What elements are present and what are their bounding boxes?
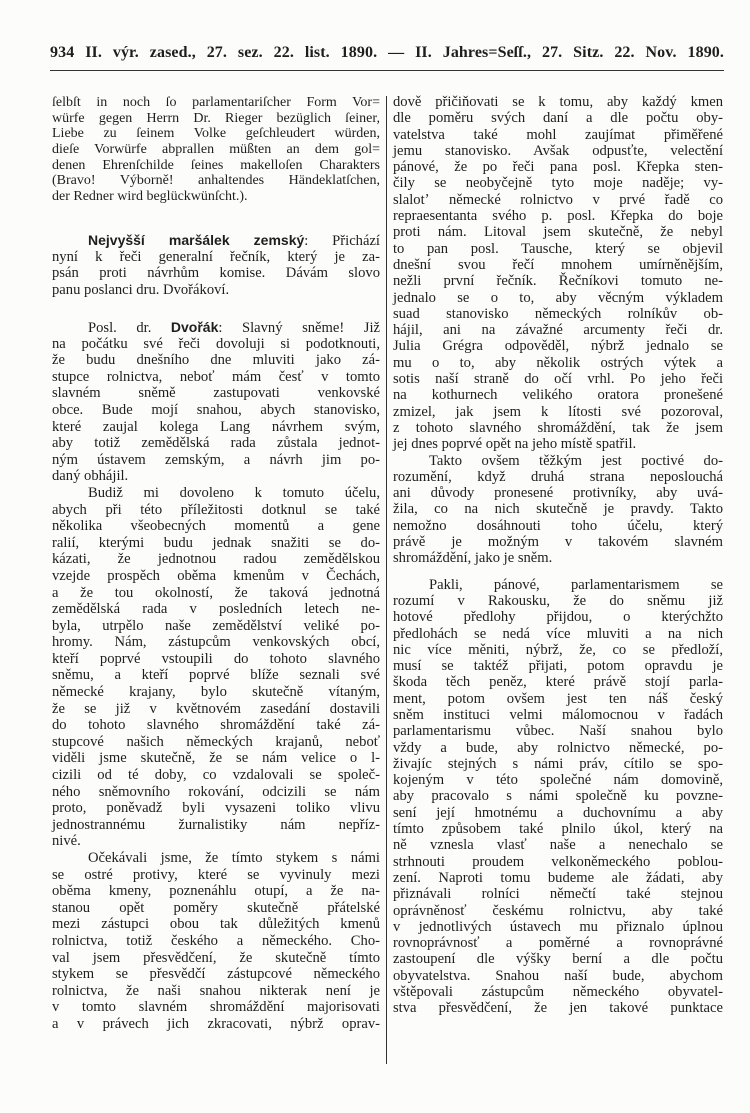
text-line: zení. Naproti tomu budeme ale žádati, aby <box>393 869 723 886</box>
text-line: ſelbſt in noch ſo parlamentariſcher Form Vor= <box>52 95 380 110</box>
text-line: ment, potom ovšem jest ten náš český <box>393 690 723 707</box>
page-running-header: 934 II. výr. zased., 27. sez. 22. list. 1890. — II. Jahres=Seſſ., 27. Sitz. 22. Nov. 1890. <box>50 44 724 61</box>
left-main-flow <box>52 319 380 1033</box>
text-line: vzejde prospěch oběma kmenům v Čechách, <box>52 567 380 584</box>
text-line: suad stanovisko německých rolníkův ob- <box>393 305 723 322</box>
speaker-line-text: : Slavný sněme! Již <box>218 320 380 336</box>
text-line: rozumění, když druhá strana neposlouchá <box>393 468 723 485</box>
text-line: Pakli, pánové, parlamentarismem se <box>429 576 723 593</box>
text-line: kojeným v této společné nám domovině, <box>393 772 723 789</box>
text-line: shromáždění, jako je sněm. <box>393 550 553 567</box>
text-line: abych při této příležitosti dotknul se také <box>52 501 380 518</box>
text-line: nyní k řeči generalní řečník, který je za- <box>52 248 380 265</box>
text-line: z tohoto slavného shromáždění, tak že jsem <box>393 419 723 436</box>
text-line: dnešní svou řečí mnohem umírněnějším, <box>393 256 723 273</box>
text-line: sněm instituci velmi málomocnou v řadách <box>393 706 723 723</box>
text-line: cizili od té doby, co vzdalovali se společ- <box>52 767 380 784</box>
column-divider <box>386 96 387 1064</box>
text-line: na počátku své řeči dovoluji si podotknouti, <box>52 335 380 352</box>
header-rule <box>50 70 724 71</box>
text-line: aby totiž zemědělská rada zůstala jednot- <box>52 435 380 452</box>
text-line: předlohách se nedá více mluviti a na nich <box>393 625 723 642</box>
text-line: Budiž mi dovoleno k tomuto účelu, <box>88 484 380 501</box>
text-line: v jednotlivých ústavech mu přiznalo úplnou <box>393 918 723 935</box>
paragraph <box>393 577 723 1017</box>
text-line: nežli první řečník. Řečníkovi tomuto ne- <box>393 273 723 290</box>
text-line: že se již v květnovém zasedání dostavili <box>52 700 380 717</box>
text-line: byla, utrpělo naše zemědělství veliké po- <box>52 617 380 634</box>
text-line: že budu dnešního dne mluviti jako zá- <box>52 352 380 369</box>
text-line: jej dnes poprvé opět na jeho místě spatřil. <box>393 436 637 453</box>
text-line: hotové předlohy přijdou, o kterýchžto <box>393 609 723 626</box>
text-line: tímto způsobem také plnilo úkol, který na <box>393 821 723 838</box>
text-line: škoda těch peněz, které právě stojí parla- <box>393 674 723 691</box>
text-line: stykem se přesvědčí zástupcové německého <box>52 966 380 983</box>
text-line: psán proti návrhům komise. Dávám slovo <box>52 265 380 282</box>
speaker-line-text: : Přichází <box>304 233 380 249</box>
text-line: ralií, kterými budu jednak snažiti se do- <box>52 534 380 551</box>
text-line: dově přičiňovati se k tomu, aby každý kmen <box>393 94 723 110</box>
text-line: slavném sněmě zastupovati venkovské <box>52 385 380 402</box>
text-line: Liebe zu ſeinem Volke geſchleudert würden, <box>52 126 380 142</box>
text-line: vštěpovali zástupcům německého obyvatel- <box>393 984 723 1001</box>
right-column <box>393 94 723 1017</box>
text-line: strhnouti proudem velkoněmeckého poblou- <box>393 853 723 870</box>
text-line: sotis naší straně do očí vrhl. Po jeho řeči <box>393 371 723 388</box>
text-line: Takto ovšem těžkým jest poctivé do- <box>429 452 723 469</box>
text-line: na kothurnech velikého oratora pronešené <box>393 387 723 404</box>
text-line: der Redner wird beglückwünſcht.). <box>52 189 248 205</box>
paragraph <box>52 95 380 205</box>
text-line: kteří poprvé vstoupili do tohoto slavného <box>52 650 380 667</box>
text-line: ného sněmovního rokování, odcizili se nám <box>52 783 380 800</box>
text-line: zastoupení dle výšky berní a dle počtu <box>393 951 723 968</box>
text-line: do tohoto slavného shromáždění také zá- <box>52 717 380 734</box>
text-line: žila, co na nich skutečně je pravdy. Takto <box>393 501 723 518</box>
text-line: oběma kmeny, poznenáhlu otupí, a že na- <box>52 883 380 900</box>
paragraph <box>52 232 380 298</box>
text-line: právě je možným v takovém slavném <box>393 534 723 551</box>
text-line: rozumí v Rakousku, že do sněmu již <box>393 592 723 609</box>
text-line: slalotʼ německé rolnictvo v prvé řadě co <box>393 191 723 208</box>
speaker-line <box>52 232 380 249</box>
paragraph <box>52 319 380 485</box>
text-line: hájil, ani na závažné arcumenty řeči dr. <box>393 322 723 339</box>
text-line: jednalo se o to, aby věcným výkladem <box>393 289 723 306</box>
speaker-line <box>52 319 380 336</box>
text-line: ně vznesla vlasť naše a nenechalo se <box>393 837 723 854</box>
text-line: rolnictva, že naši snahou nikterak není je <box>52 982 380 999</box>
text-line: würfe gegen Herrn Dr. Rieger bezüglich ſeiner, <box>52 110 380 126</box>
text-line: panu poslanci dru. Dvořákoví. <box>52 281 230 298</box>
text-line: nemožno dosáhnouti toho účelu, který <box>393 517 723 534</box>
text-line: daný obhájil. <box>52 468 129 485</box>
text-line: nic více měniti, nýbrž, že, co se předloží, <box>393 641 723 658</box>
text-line: mu o to, aby několik ostrých výtek a <box>393 354 723 371</box>
text-line: zemědělská rada v posledních letech ne- <box>52 601 380 618</box>
text-line: denen Ehrenſchilde ſeines makelloſen Charakters <box>52 157 380 173</box>
text-line: které zaujal kolega Lang návrhem svým, <box>52 418 380 435</box>
text-line: hromy. Nám, zástupcům venkovských obcí, <box>52 634 380 651</box>
text-line: vatelstva také mohl zaujímat přiměřené <box>393 126 723 143</box>
text-line: Julia Grégra odpověděl, nýbrž jednalo se <box>393 338 723 355</box>
text-line: kázati, že jednotnou radou zemědělskou <box>52 551 380 568</box>
text-line: rolnictva, totiž českého a německého. Cho- <box>52 932 380 949</box>
text-line: vždy a bude, aby rolnictvo německé, po- <box>393 739 723 756</box>
text-line: stupce rolnictva, neboť mám česť v tomto <box>52 368 380 385</box>
text-line: ným ústavem zemským, a návrh jim po- <box>52 451 380 468</box>
paragraph <box>52 850 380 1033</box>
text-line: čily se neobyčejně tyto moje naděje; vy- <box>393 175 723 192</box>
text-line: parlamentarismu vůbec. Naší snahou bylo <box>393 723 723 740</box>
paragraph <box>393 453 723 567</box>
text-line: obce. Bude mojí snahou, abych stanovisko, <box>52 401 380 418</box>
text-line: jednostrannému žurnalistiky nám nepříz- <box>52 816 380 833</box>
text-line: proti nám. Litoval jsem skutečně, že nebyl <box>393 224 723 241</box>
text-line: zmizel, jak jsem k lítosti své pozoroval, <box>393 403 723 420</box>
text-line: repraesentanta svého p. posl. Křepka do boje <box>393 208 723 225</box>
text-line: stanou opět poměry skutečně přátelské <box>52 899 380 916</box>
text-line: dieſe Vorwürfe abprallen müßten an dem gol= <box>52 142 380 158</box>
text-line: se ostré protivy, které se vyvinuly mezi <box>52 866 380 883</box>
text-line: a v právech jich zkracovati, nýbrž oprav- <box>52 1015 380 1032</box>
text-line: stupcové našich německých krajanů, neboť <box>52 733 380 750</box>
text-line: sněmu, a kteří poprvé blíže seznali své <box>52 667 380 684</box>
text-line: aby pracovalo s námi společně ku povzne- <box>393 788 723 805</box>
text-line: dle poměru svých daní a dle počtu oby- <box>393 110 723 127</box>
text-line: nivé. <box>52 833 81 850</box>
text-line: jemu stanovisko. Avšak odpusťte, velectění <box>393 142 723 159</box>
text-line: pánové, že po řeči pana posl. Křepka sten- <box>393 159 723 176</box>
text-line: Očekávali jsme, že tímto stykem s námi <box>88 850 380 866</box>
text-line: viděli jsme skutečně, že se nám velice o l- <box>52 750 380 767</box>
text-line: ani důvody pronesené protivníky, aby uvá- <box>393 485 723 502</box>
text-line: oprávněnosť českému rolnictvu, aby také <box>393 902 723 919</box>
speaker-name: Dvořák <box>170 319 219 335</box>
paragraph <box>393 94 723 453</box>
text-line: rovnoprávnosť a poměrné a rovnoprávné <box>393 935 723 952</box>
text-line: přiznávali rolníci němečtí také stejnou <box>393 886 723 903</box>
text-line: sení její hmotnému a duchovnímu a aby <box>393 804 723 821</box>
text-line: živajíc stejných s námi práv, cítilo se spo- <box>393 755 723 772</box>
text-line: německé krajany, bylo skutečně vítaným, <box>52 684 380 701</box>
text-line: to pan posl. Tausche, který se objevil <box>393 240 723 257</box>
speaker-name: Nejvyšší maršálek zemský <box>88 232 305 248</box>
text-line: obyvatelstva. Snahou naší bude, abychom <box>393 967 723 984</box>
text-line: v tomto slavném shromáždění majorisovati <box>52 999 380 1016</box>
paragraph-gap <box>393 567 723 577</box>
paragraph <box>52 485 380 850</box>
text-line: (Bravo! Výborně! anhaltendes Händeklatſchen, <box>52 173 380 189</box>
text-line: val jsem přesvědčení, že skutečně tímto <box>52 949 380 966</box>
text-line: proto, poněvadž byli vysazeni toliko vlivu <box>52 800 380 817</box>
text-line: musí se taktéž přijati, potom opravdu je <box>393 658 723 675</box>
text-line: mezi zástupci obou tak důležitých kmenů <box>52 916 380 933</box>
speaker-prefix: Posl. dr. <box>88 320 171 336</box>
text-line: a že tou okolností, že taková jednotná <box>52 584 380 601</box>
text-line: několika všeobecných momentů a gene <box>52 518 380 535</box>
text-line: stva přesvědčení, že jen takové punktace <box>393 1000 723 1017</box>
